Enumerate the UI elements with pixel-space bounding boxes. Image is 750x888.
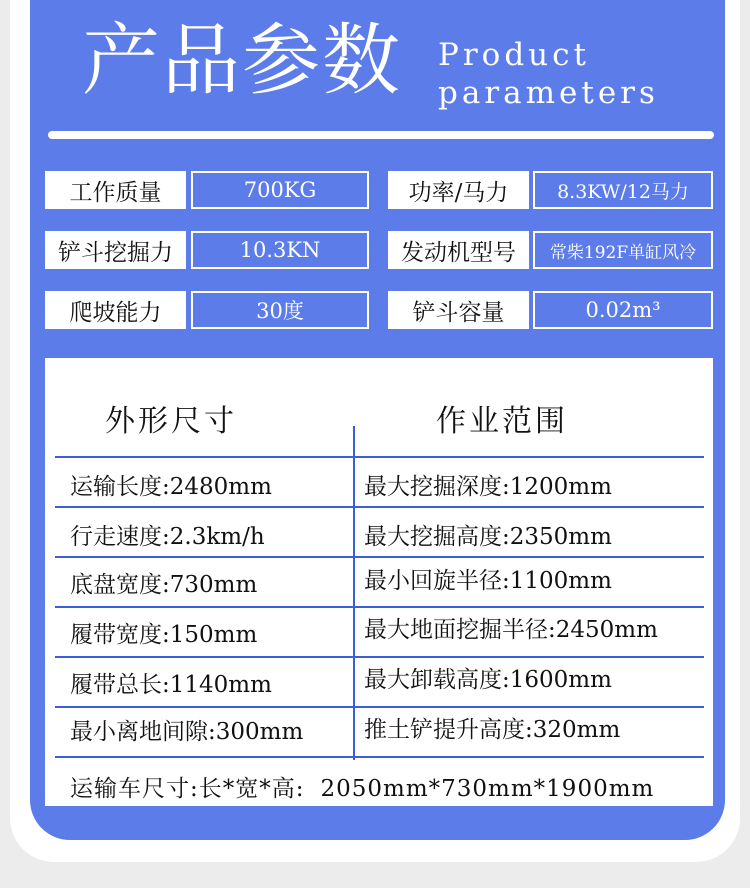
row-divider [55,656,704,658]
transport-size [70,770,654,803]
dimension-cell: 底盘宽度:730mm [70,572,258,598]
row-divider [55,556,704,558]
row-divider [55,706,704,708]
subtitle-line-2: parameters [438,75,659,111]
dimension-cell: 行走速度:2.3km/h [70,524,265,550]
param-value-work-weight: 700KG [191,171,369,209]
row-divider [55,756,704,758]
row-divider [55,606,704,608]
work-range-heading: 作业范围 [436,404,568,439]
subtitle-line-1: Product [438,37,590,73]
column-divider [353,426,355,760]
work-range-cell: 最大挖掘深度:1200mm [364,474,612,500]
work-range-cell: 最大地面挖掘半径:2450mm [364,617,658,643]
param-value-power: 8.3KW/12马力 [533,171,713,209]
page-title: 产品参数 [82,16,403,106]
param-label-bucket-capacity: 铲斗容量 [388,291,529,329]
param-label-climb: 爬坡能力 [45,291,186,329]
param-label-work-weight: 工作质量 [45,171,186,209]
param-value-bucket-capacity: 0.02m³ [533,291,713,329]
dimensions-heading: 外形尺寸 [105,404,237,439]
title-divider [48,131,714,139]
transport-size-label: 运输车尺寸:长*宽*高: [70,776,305,802]
param-value-climb: 30度 [191,291,369,329]
dimension-cell: 履带总长:1140mm [70,672,272,698]
row-divider [55,506,704,508]
transport-size-value: 2050mm*730mm*1900mm [320,776,655,802]
param-label-bucket-force: 铲斗挖掘力 [45,231,186,269]
work-range-cell: 推土铲提升高度:320mm [364,717,621,743]
param-value-engine-model: 常柴192F单缸风冷 [533,231,713,269]
param-value-bucket-force: 10.3KN [191,231,369,269]
work-range-cell: 最小回旋半径:1100mm [364,568,612,594]
param-label-power: 功率/马力 [388,171,529,209]
dimension-cell: 运输长度:2480mm [70,474,272,500]
work-range-cell: 最大卸载高度:1600mm [364,667,612,693]
dimension-cell: 履带宽度:150mm [70,622,258,648]
work-range-cell: 最大挖掘高度:2350mm [364,524,612,550]
dimension-cell: 最小离地间隙:300mm [70,719,304,745]
param-label-engine-model: 发动机型号 [388,231,529,269]
page-subtitle [438,36,659,112]
row-divider [55,456,704,458]
